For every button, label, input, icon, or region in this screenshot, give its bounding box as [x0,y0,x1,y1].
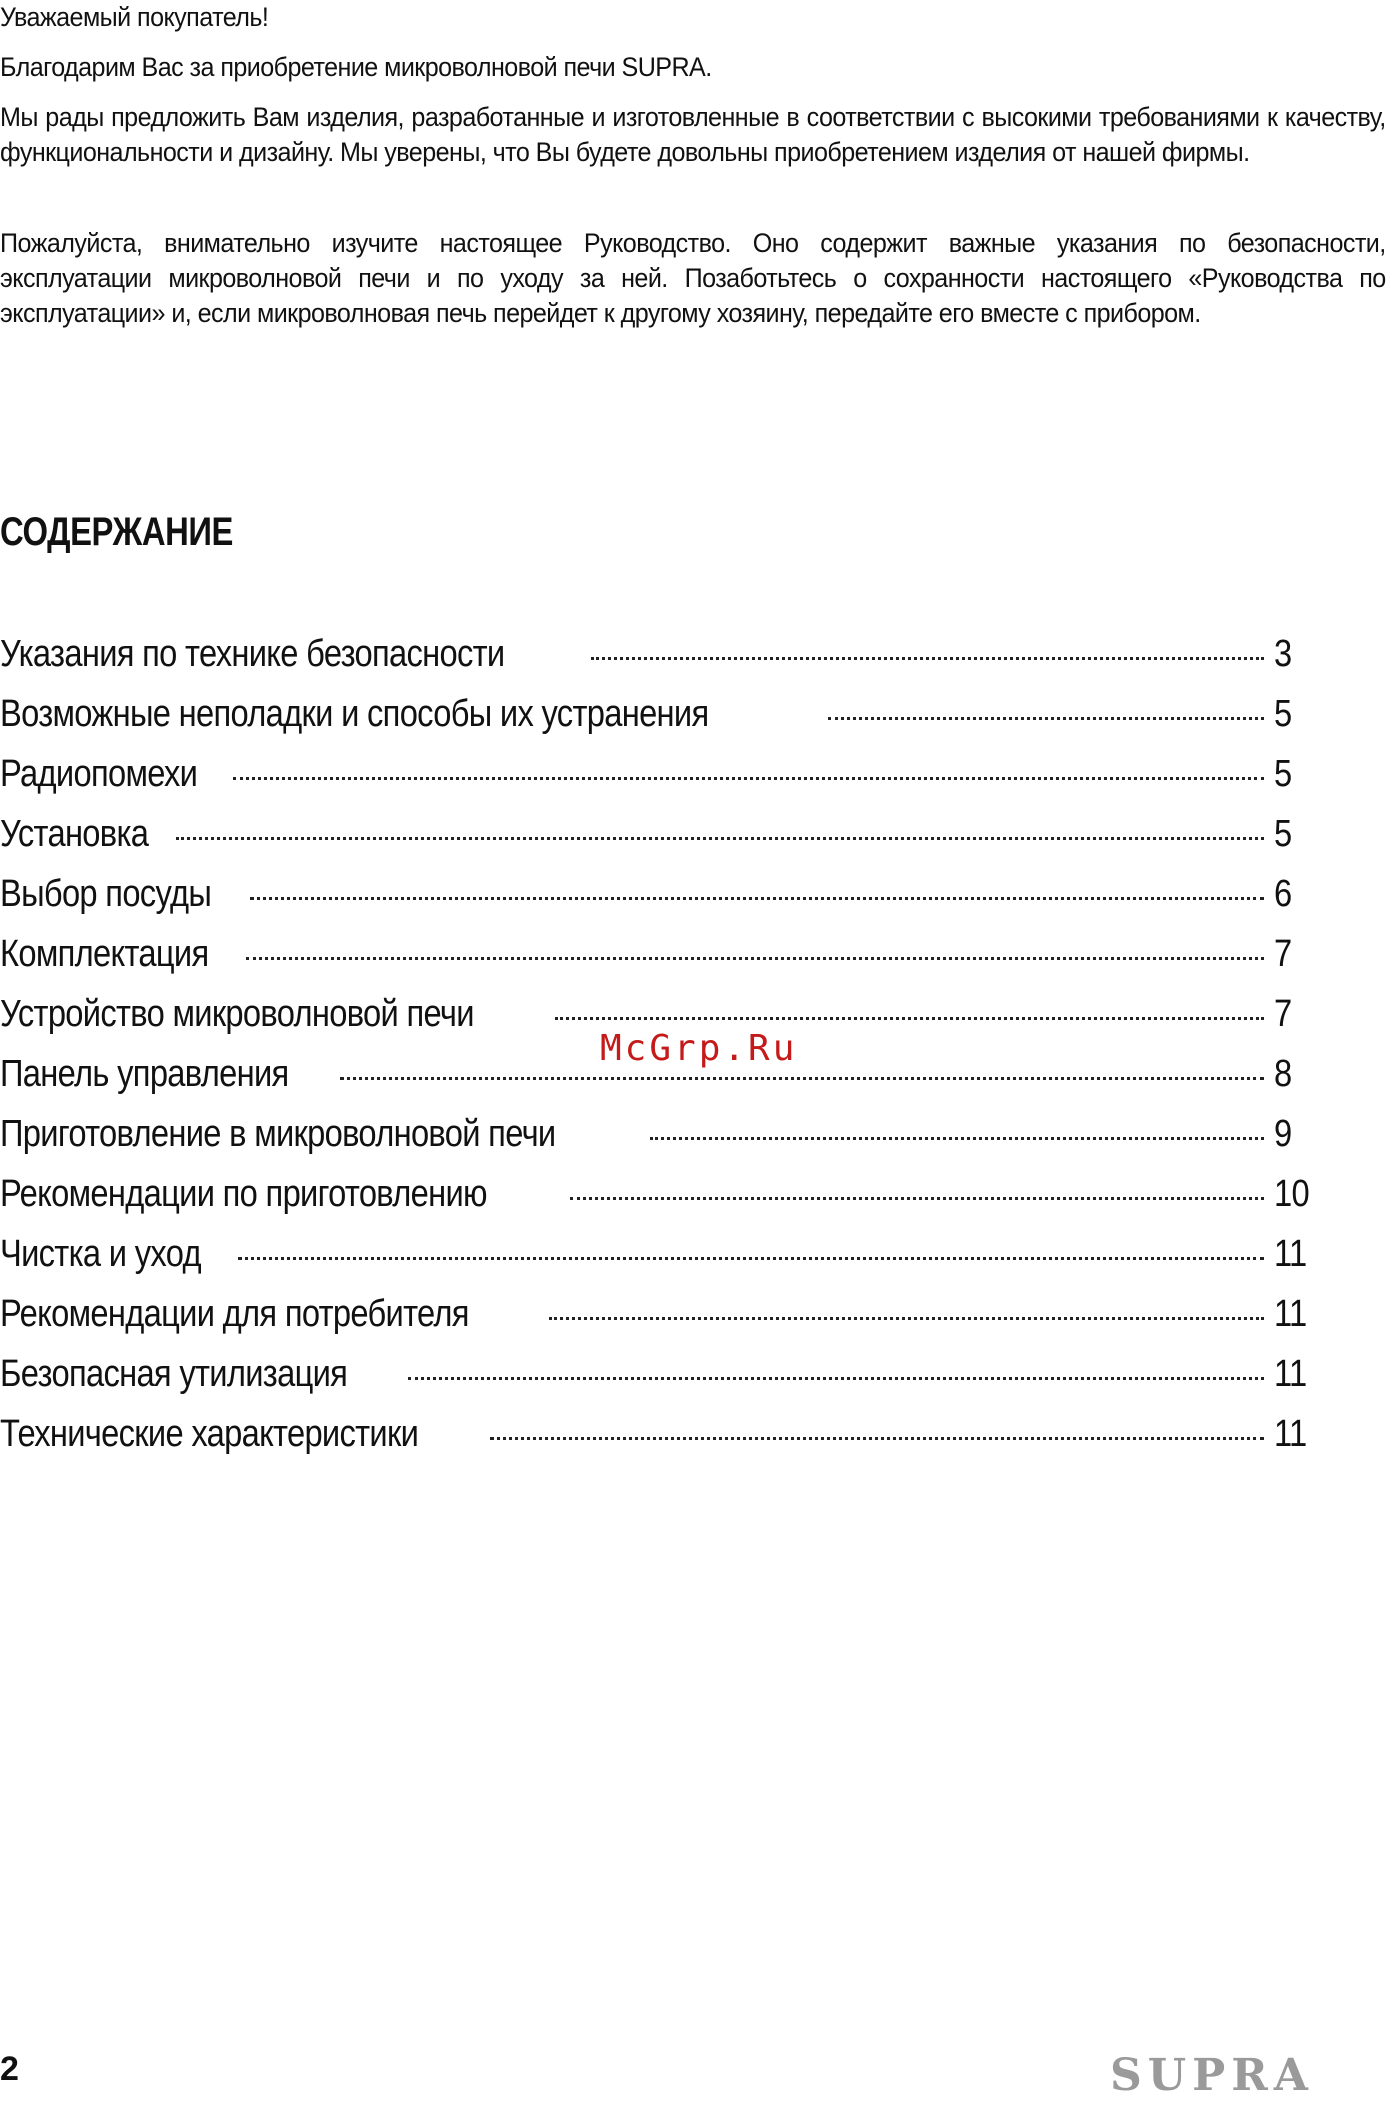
toc-leader-dots [555,1017,1264,1020]
toc-entry-page: 7 [1274,993,1292,1035]
greeting-text: Уважаемый покупатель! [0,2,269,32]
toc-entry-cleaning [0,1228,1326,1288]
toc-entry-disposal [0,1348,1326,1408]
toc-leader-dots [408,1377,1264,1380]
toc-entry-page: 6 [1274,873,1292,915]
toc-leader-dots [570,1197,1264,1200]
toc-entry-label: Радиопомехи [0,753,198,795]
toc-title: СОДЕРЖАНИЕ [0,510,234,554]
toc-leader-dots [549,1317,1264,1320]
toc-entry-cookware [0,868,1326,928]
instructions-paragraph: Пожалуйста, внимательно изучите настоящее Руководство. Оно содержит важные указания по безопасности, эксплуатации микроволновой печи и по уходу за ней. Позаботьтесь о сохранности настоящего «Руководства по эксплуатации» и, если микроволновая печь перейдет к другому хозяину, передайте его вместе с прибором. [0,228,1386,328]
toc-entry-package [0,928,1326,988]
toc-entry-label: Безопасная утилизация [0,1353,348,1395]
toc-entry-label: Рекомендации для потребителя [0,1293,469,1335]
toc-entry-label: Технические характеристики [0,1413,419,1455]
thanks-paragraph: Благодарим Вас за приобретение микроволновой печи SUPRA. [0,52,712,82]
toc-entry-page: 9 [1274,1113,1292,1155]
toc-entry-label: Устройство микроволновой печи [0,993,474,1035]
toc-entry-label: Рекомендации по приготовлению [0,1173,487,1215]
toc-entry-label: Комплектация [0,933,209,975]
toc-entry-page: 5 [1274,753,1292,795]
toc-leader-dots [238,1257,1264,1260]
toc-leader-dots [340,1077,1265,1080]
toc-entry-cooking-tips [0,1168,1326,1228]
toc-entry-label: Выбор посуды [0,873,212,915]
toc-entry-installation [0,808,1326,868]
toc-entry-label: Панель управления [0,1053,289,1095]
toc-leader-dots [176,837,1264,840]
toc-leader-dots [490,1437,1264,1440]
toc-entry-page: 11 [1274,1293,1307,1335]
toc-entry-page: 10 [1274,1173,1309,1215]
offer-paragraph: Мы рады предложить Вам изделия, разработанные и изготовленные в соответствии с высокими требованиями к качеству, функциональности и дизайну. Мы уверены, что Вы будете довольны приобретением изделия от нашей фирмы. [0,102,1386,167]
page-number: 2 [0,2050,19,2088]
toc-entry-consumer-tips [0,1288,1326,1348]
toc-leader-dots [250,897,1264,900]
toc-leader-dots [591,657,1264,660]
toc-entry-troubleshooting [0,688,1326,748]
toc-entry-safety [0,628,1326,688]
brand-logo: SUPRA [1110,2050,1314,2101]
toc-entry-page: 11 [1274,1353,1307,1395]
toc-leader-dots [828,717,1264,720]
toc-entry-label: Приготовление в микроволновой печи [0,1113,556,1155]
toc-entry-label: Указания по технике безопасности [0,633,505,675]
toc-entry-specifications [0,1408,1326,1468]
toc-leader-dots [233,777,1264,780]
toc-entry-page: 11 [1274,1233,1307,1275]
toc-entry-page: 5 [1274,813,1292,855]
toc-entry-page: 11 [1274,1413,1307,1455]
toc-entry-page: 7 [1274,933,1292,975]
toc-entry-page: 3 [1274,633,1292,675]
toc-entry-page: 5 [1274,693,1292,735]
toc-entry-page: 8 [1274,1053,1292,1095]
site-watermark: McGrp.Ru [600,1028,798,1069]
toc-entry-label: Установка [0,813,149,855]
toc-entry-label: Чистка и уход [0,1233,201,1275]
toc-leader-dots [246,957,1264,960]
toc-entry-interference [0,748,1326,808]
toc-entry-label: Возможные неполадки и способы их устранения [0,693,709,735]
toc-leader-dots [650,1137,1264,1140]
toc-entry-cooking [0,1108,1326,1168]
